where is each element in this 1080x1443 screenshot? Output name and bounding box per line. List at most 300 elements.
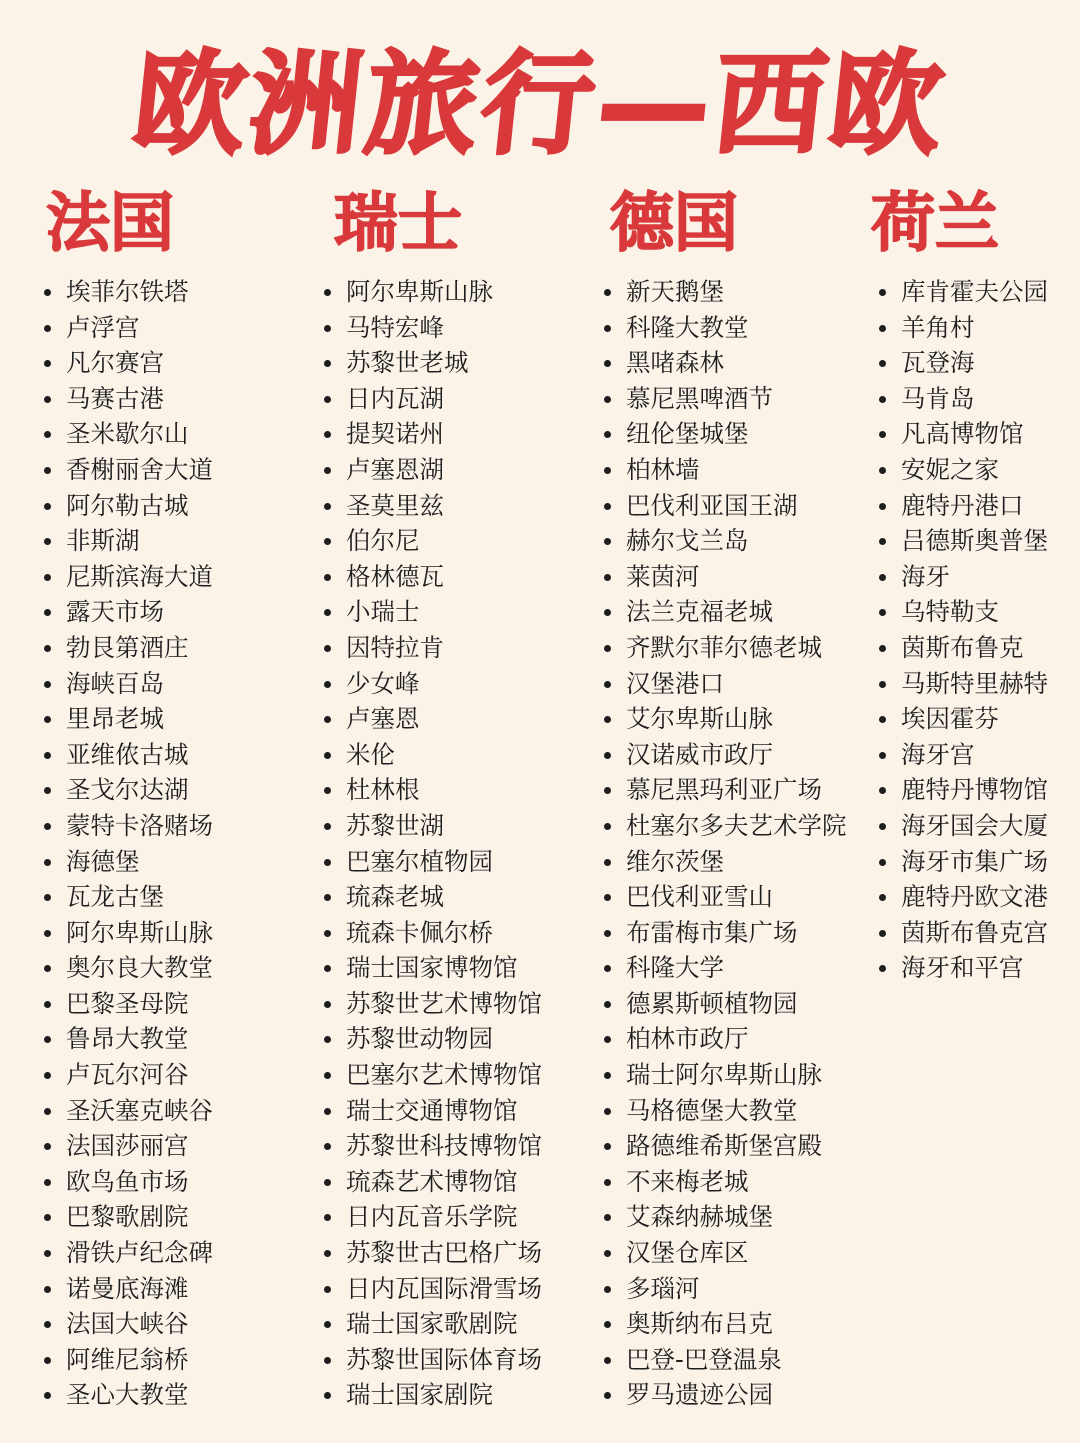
bullet-icon: [604, 289, 611, 296]
bullet-icon: [604, 503, 611, 510]
list-item: [324, 1377, 594, 1413]
bullet-icon: [44, 1392, 51, 1399]
list-item-label: 米伦: [346, 739, 395, 769]
list-item-label: 马肯岛: [901, 383, 975, 413]
list-item-label: 苏黎世艺术博物馆: [346, 988, 542, 1018]
list-item: [44, 950, 304, 986]
list-item: [879, 310, 1074, 346]
bullet-icon: [604, 681, 611, 688]
bullet-icon: [44, 681, 51, 688]
list-item: [604, 1271, 866, 1307]
list-item: [44, 1164, 304, 1200]
bullet-icon: [879, 930, 886, 937]
list-item-label: 巴登-巴登温泉: [626, 1344, 782, 1374]
bullet-icon: [604, 1286, 611, 1293]
bullet-icon: [604, 609, 611, 616]
bullet-icon: [324, 930, 331, 937]
bullet-icon: [604, 859, 611, 866]
column-netherlands: [871, 187, 1074, 986]
list-item-label: 奥斯纳布吕克: [626, 1309, 773, 1339]
list-item: [879, 416, 1074, 452]
bullet-icon: [324, 1179, 331, 1186]
list-item-label: 海德堡: [66, 846, 140, 876]
column-heading-france: 法国: [46, 187, 174, 261]
list-item: [604, 1128, 866, 1164]
list-item-label: 黑啫森林: [626, 348, 724, 378]
list-item: [604, 1342, 866, 1378]
list-item-label: 鲁昂大教堂: [66, 1024, 189, 1054]
list-item-label: 小瑞士: [346, 597, 420, 627]
list-item: [324, 1164, 594, 1200]
bullet-icon: [324, 360, 331, 367]
bullet-icon: [604, 1214, 611, 1221]
bullet-icon: [324, 1036, 331, 1043]
list-item-label: 伯尔尼: [346, 526, 420, 556]
list-item-label: 马斯特里赫特: [901, 668, 1048, 698]
list-item-label: 欧鸟鱼市场: [66, 1166, 189, 1196]
list-item: [604, 630, 866, 666]
list-item: [604, 310, 866, 346]
list-item: [324, 737, 594, 773]
list-item-label: 乌特勒支: [901, 597, 999, 627]
list-item: [44, 879, 304, 915]
bullet-icon: [324, 1250, 331, 1257]
bullet-icon: [324, 823, 331, 830]
list-item-label: 茵斯布鲁克: [901, 632, 1024, 662]
list-item: [604, 986, 866, 1022]
bullet-icon: [324, 1214, 331, 1221]
bullet-icon: [604, 823, 611, 830]
list-item-label: 罗马遗迹公园: [626, 1380, 773, 1410]
list-item-label: 慕尼黑啤酒节: [626, 383, 773, 413]
list-item: [324, 1021, 594, 1057]
bullet-icon: [604, 325, 611, 332]
column-germany: [604, 188, 866, 1413]
list-item-label: 卢瓦尔河谷: [66, 1060, 189, 1090]
list-item-label: 卢浮宫: [66, 312, 140, 342]
bullet-icon: [44, 538, 51, 545]
list-item: [604, 1093, 866, 1129]
bullet-icon: [604, 1179, 611, 1186]
bullet-icon: [324, 716, 331, 723]
bullet-icon: [44, 325, 51, 332]
list-item-label: 赫尔戈兰岛: [626, 526, 749, 556]
list-item-label: 蒙特卡洛赌场: [66, 810, 213, 840]
bullet-icon: [604, 1321, 611, 1328]
list-item: [879, 452, 1074, 488]
list-item-label: 苏黎世湖: [346, 810, 444, 840]
bullet-icon: [324, 894, 331, 901]
list-item-label: 法国大峡谷: [66, 1309, 189, 1339]
bullet-icon: [44, 930, 51, 937]
list-item: [44, 844, 304, 880]
bullet-icon: [44, 1321, 51, 1328]
bullet-icon: [44, 716, 51, 723]
list-item-label: 阿维尼翁桥: [66, 1344, 189, 1374]
list-item-label: 卢塞恩湖: [346, 454, 444, 484]
list-item-label: 苏黎世国际体育场: [346, 1344, 542, 1374]
list-item: [324, 345, 594, 381]
list-item: [604, 1164, 866, 1200]
bullet-icon: [44, 1357, 51, 1364]
list-item-label: 艾森纳赫城堡: [626, 1202, 773, 1232]
list-item: [324, 1199, 594, 1235]
list-item: [44, 1377, 304, 1413]
bullet-icon: [604, 1250, 611, 1257]
list-item: [44, 594, 304, 630]
list-item-label: 非斯湖: [66, 526, 140, 556]
bullet-icon: [879, 716, 886, 723]
bullet-icon: [604, 1392, 611, 1399]
list-item: [324, 310, 594, 346]
bullet-icon: [324, 574, 331, 581]
list-item-label: 瑞士阿尔卑斯山脉: [626, 1060, 822, 1090]
list-item-label: 少女峰: [346, 668, 420, 698]
bullet-icon: [604, 431, 611, 438]
list-item-label: 格林德瓦: [346, 561, 444, 591]
list-germany: [604, 274, 866, 1413]
column-france: [44, 188, 304, 1413]
list-item-label: 苏黎世科技博物馆: [346, 1131, 542, 1161]
list-item: [324, 1093, 594, 1129]
bullet-icon: [324, 681, 331, 688]
list-item: [44, 772, 304, 808]
list-item: [604, 666, 866, 702]
list-france: [44, 274, 304, 1413]
bullet-icon: [324, 431, 331, 438]
list-item-label: 巴黎圣母院: [66, 988, 189, 1018]
bullet-icon: [324, 752, 331, 759]
list-item-label: 奥尔良大教堂: [66, 953, 213, 983]
bullet-icon: [879, 645, 886, 652]
list-item-label: 因特拉肯: [346, 632, 444, 662]
bullet-icon: [44, 609, 51, 616]
list-item: [44, 986, 304, 1022]
list-item-label: 马格德堡大教堂: [626, 1095, 798, 1125]
list-item: [44, 808, 304, 844]
bullet-icon: [879, 574, 886, 581]
list-item: [324, 915, 594, 951]
list-item-label: 里昂老城: [66, 704, 164, 734]
list-item: [44, 559, 304, 595]
list-item: [879, 879, 1074, 915]
list-item-label: 卢塞恩: [346, 704, 420, 734]
list-item-label: 琉森老城: [346, 882, 444, 912]
column-heading-germany: 德国: [610, 187, 738, 261]
list-item-label: 巴伐利亚国王湖: [626, 490, 798, 520]
list-item: [324, 416, 594, 452]
list-item-label: 苏黎世老城: [346, 348, 469, 378]
list-item: [324, 594, 594, 630]
list-item: [44, 310, 304, 346]
bullet-icon: [44, 1286, 51, 1293]
list-item: [604, 1377, 866, 1413]
bullet-icon: [604, 894, 611, 901]
list-item: [324, 986, 594, 1022]
list-item-label: 圣莫里兹: [346, 490, 444, 520]
bullet-icon: [879, 609, 886, 616]
list-item-label: 茵斯布鲁克宫: [901, 917, 1048, 947]
list-item: [44, 416, 304, 452]
list-item-label: 汉堡仓库区: [626, 1238, 749, 1268]
list-item-label: 法国莎丽宫: [66, 1131, 189, 1161]
bullet-icon: [44, 645, 51, 652]
list-item-label: 汉诺威市政厅: [626, 739, 773, 769]
list-item: [604, 772, 866, 808]
bullet-icon: [324, 289, 331, 296]
list-item: [604, 737, 866, 773]
list-item: [604, 701, 866, 737]
list-item-label: 不来梅老城: [626, 1166, 749, 1196]
list-item: [604, 1021, 866, 1057]
bullet-icon: [324, 325, 331, 332]
list-item: [44, 1128, 304, 1164]
list-item: [44, 345, 304, 381]
bullet-icon: [44, 859, 51, 866]
list-item-label: 圣心大教堂: [66, 1380, 189, 1410]
bullet-icon: [879, 467, 886, 474]
list-item-label: 日内瓦湖: [346, 383, 444, 413]
bullet-icon: [324, 538, 331, 545]
bullet-icon: [324, 609, 331, 616]
list-item-label: 法兰克福老城: [626, 597, 773, 627]
list-item-label: 维尔茨堡: [626, 846, 724, 876]
list-item: [324, 452, 594, 488]
list-item: [604, 950, 866, 986]
list-item-label: 阿尔卑斯山脉: [346, 277, 493, 306]
bullet-icon: [44, 823, 51, 830]
list-item-label: 瑞士国家博物馆: [346, 953, 518, 983]
bullet-icon: [879, 752, 886, 759]
list-item-label: 露天市场: [66, 597, 164, 627]
column-heading-netherlands: 荷兰: [871, 187, 999, 261]
list-item-label: 马赛古港: [66, 383, 164, 413]
list-item-label: 多瑙河: [626, 1273, 700, 1303]
bullet-icon: [44, 1214, 51, 1221]
list-item: [324, 808, 594, 844]
bullet-icon: [44, 467, 51, 474]
list-item: [44, 1271, 304, 1307]
list-item: [44, 1199, 304, 1235]
bullet-icon: [604, 360, 611, 367]
list-item-label: 滑铁卢纪念碑: [66, 1238, 213, 1268]
list-item-label: 香榭丽舍大道: [66, 454, 213, 484]
list-item-label: 瑞士国家歌剧院: [346, 1309, 518, 1339]
list-item: [324, 523, 594, 559]
list-item: [604, 274, 866, 310]
list-item: [324, 1057, 594, 1093]
bullet-icon: [44, 1250, 51, 1257]
list-item-label: 苏黎世动物园: [346, 1024, 493, 1054]
bullet-icon: [44, 289, 51, 296]
list-item: [604, 808, 866, 844]
list-item-label: 尼斯滨海大道: [66, 561, 213, 591]
list-item: [324, 666, 594, 702]
list-item-label: 琉森卡佩尔桥: [346, 917, 493, 947]
list-item: [44, 1235, 304, 1271]
bullet-icon: [879, 538, 886, 545]
bullet-icon: [604, 645, 611, 652]
list-item-label: 马特宏峰: [346, 312, 444, 342]
list-item: [44, 701, 304, 737]
bullet-icon: [324, 1286, 331, 1293]
list-item: [604, 594, 866, 630]
list-item: [44, 1021, 304, 1057]
list-item-label: 埃菲尔铁塔: [66, 277, 189, 306]
list-item-label: 慕尼黑玛利亚广场: [626, 775, 822, 805]
bullet-icon: [324, 1321, 331, 1328]
bullet-icon: [604, 716, 611, 723]
list-item-label: 海峡百岛: [66, 668, 164, 698]
list-item-label: 瑞士交通博物馆: [346, 1095, 518, 1125]
list-item: [324, 274, 594, 310]
list-item: [879, 844, 1074, 880]
list-item: [879, 559, 1074, 595]
list-item: [604, 915, 866, 951]
list-item-label: 纽伦堡城堡: [626, 419, 749, 449]
list-item: [604, 416, 866, 452]
list-item: [44, 274, 304, 310]
bullet-icon: [604, 538, 611, 545]
list-netherlands: [879, 274, 1074, 986]
list-item: [324, 772, 594, 808]
bullet-icon: [324, 467, 331, 474]
bullet-icon: [879, 859, 886, 866]
list-item-label: 海牙国会大厦: [901, 810, 1048, 840]
bullet-icon: [44, 1036, 51, 1043]
list-item: [879, 274, 1074, 310]
list-item: [879, 594, 1074, 630]
list-item: [324, 559, 594, 595]
list-item-label: 科隆大学: [626, 953, 724, 983]
list-item: [879, 381, 1074, 417]
bullet-icon: [44, 396, 51, 403]
list-item-label: 巴塞尔艺术博物馆: [346, 1060, 542, 1090]
bullet-icon: [879, 360, 886, 367]
bullet-icon: [44, 787, 51, 794]
bullet-icon: [879, 396, 886, 403]
list-item-label: 瓦龙古堡: [66, 882, 164, 912]
bullet-icon: [879, 431, 886, 438]
list-item: [44, 523, 304, 559]
list-item-label: 布雷梅市集广场: [626, 917, 798, 947]
bullet-icon: [879, 823, 886, 830]
list-item-label: 新天鹅堡: [626, 277, 724, 306]
list-item-label: 海牙: [901, 561, 950, 591]
list-item-label: 柏林墙: [626, 454, 700, 484]
list-item: [879, 737, 1074, 773]
bullet-icon: [44, 894, 51, 901]
bullet-icon: [604, 1143, 611, 1150]
list-item: [44, 737, 304, 773]
bullet-icon: [604, 752, 611, 759]
list-item-label: 圣戈尔达湖: [66, 775, 189, 805]
list-item: [604, 879, 866, 915]
bullet-icon: [324, 503, 331, 510]
list-item-label: 海牙市集广场: [901, 846, 1048, 876]
list-item: [44, 666, 304, 702]
list-item-label: 凡尔赛宫: [66, 348, 164, 378]
list-item: [879, 808, 1074, 844]
list-item: [604, 1199, 866, 1235]
list-item: [324, 1235, 594, 1271]
column-switzerland: [324, 188, 594, 1413]
list-item-label: 柏林市政厅: [626, 1024, 749, 1054]
list-item: [604, 381, 866, 417]
list-item-label: 圣沃塞克峡谷: [66, 1095, 213, 1125]
bullet-icon: [604, 1072, 611, 1079]
bullet-icon: [879, 681, 886, 688]
list-item: [44, 915, 304, 951]
list-item: [604, 559, 866, 595]
list-item: [879, 915, 1074, 951]
bullet-icon: [44, 1179, 51, 1186]
bullet-icon: [44, 1143, 51, 1150]
bullet-icon: [44, 1001, 51, 1008]
list-item-label: 杜林根: [346, 775, 420, 805]
bullet-icon: [604, 787, 611, 794]
bullet-icon: [324, 396, 331, 403]
list-item-label: 科隆大教堂: [626, 312, 749, 342]
bullet-icon: [324, 1143, 331, 1150]
list-item-label: 齐默尔菲尔德老城: [626, 632, 822, 662]
list-item-label: 亚维侬古城: [66, 739, 189, 769]
list-item: [879, 630, 1074, 666]
list-item: [44, 1093, 304, 1129]
list-switzerland: [324, 274, 594, 1413]
bullet-icon: [604, 1001, 611, 1008]
list-item-label: 勃艮第酒庄: [66, 632, 189, 662]
list-item-label: 安妮之家: [901, 454, 999, 484]
list-item: [604, 1306, 866, 1342]
list-item: [324, 381, 594, 417]
column-heading-switzerland: 瑞士: [334, 187, 462, 261]
list-item: [44, 1306, 304, 1342]
bullet-icon: [604, 1108, 611, 1115]
bullet-icon: [324, 965, 331, 972]
list-item-label: 汉堡港口: [626, 668, 724, 698]
bullet-icon: [324, 787, 331, 794]
list-item-label: 日内瓦国际滑雪场: [346, 1273, 542, 1303]
list-item: [604, 1057, 866, 1093]
list-item: [324, 630, 594, 666]
page-title: 欧洲旅行—西欧: [127, 40, 953, 170]
bullet-icon: [879, 325, 886, 332]
list-item: [44, 1057, 304, 1093]
bullet-icon: [879, 965, 886, 972]
list-item: [324, 844, 594, 880]
bullet-icon: [44, 431, 51, 438]
list-item-label: 海牙宫: [901, 739, 975, 769]
list-item: [879, 345, 1074, 381]
list-item-label: 阿尔勒古城: [66, 490, 189, 520]
list-item: [44, 381, 304, 417]
list-item-label: 库肯霍夫公园: [901, 277, 1048, 306]
list-item: [604, 844, 866, 880]
list-item-label: 瓦登海: [901, 348, 975, 378]
bullet-icon: [324, 1357, 331, 1364]
bullet-icon: [879, 894, 886, 901]
bullet-icon: [604, 396, 611, 403]
list-item-label: 苏黎世古巴格广场: [346, 1238, 542, 1268]
bullet-icon: [44, 965, 51, 972]
bullet-icon: [324, 1392, 331, 1399]
list-item-label: 德累斯顿植物园: [626, 988, 798, 1018]
list-item: [324, 950, 594, 986]
bullet-icon: [604, 1357, 611, 1364]
list-item-label: 路德维希斯堡宫殿: [626, 1131, 822, 1161]
list-item: [324, 879, 594, 915]
